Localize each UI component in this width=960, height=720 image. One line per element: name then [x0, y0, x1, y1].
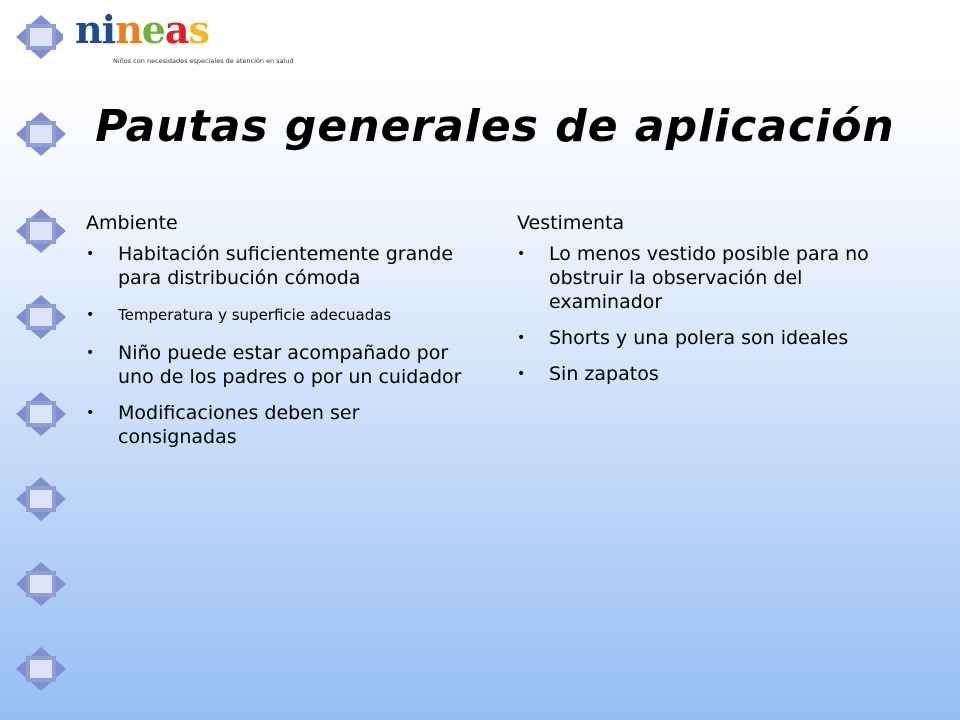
ambiente-column — [86, 208, 481, 461]
diamond-bullet-icon — [14, 14, 68, 60]
list-item: • Niño puede estar acompañado por uno de los padres o por un cuidador — [86, 341, 481, 389]
diamond-bullet-icon — [14, 561, 68, 607]
diamond-bullet-icon — [14, 111, 68, 157]
ambiente-list — [86, 242, 481, 449]
ambiente-heading: Ambiente — [86, 212, 178, 234]
vestimenta-heading: Vestimenta — [517, 212, 625, 234]
diamond-bullet-icon — [14, 294, 68, 340]
vestimenta-column — [517, 208, 902, 398]
list-item: • Modificaciones deben ser consignadas — [86, 401, 481, 449]
slide-title: Pautas generales de aplicación — [95, 101, 895, 152]
logo-wordmark: nineas — [75, 7, 209, 52]
list-item: • Shorts y una polera son ideales — [517, 326, 902, 350]
list-item: • Lo menos vestido posible para no obstruir la observación del examinador — [517, 242, 902, 314]
vestimenta-list — [517, 242, 902, 386]
diamond-bullet-icon — [14, 208, 68, 254]
diamond-bullet-icon — [14, 476, 68, 522]
list-item: • Temperatura y superficie adecuadas — [86, 302, 481, 329]
list-item: • Habitación suficientemente grande para distribución cómoda — [86, 242, 481, 290]
diamond-bullet-icon — [14, 646, 68, 692]
diamond-bullet-icon — [14, 391, 68, 437]
logo-tagline: Niños con necesidades especiales de atención en salud — [113, 57, 294, 65]
nineas-logo — [63, 2, 294, 74]
list-item: • Sin zapatos — [517, 362, 902, 386]
